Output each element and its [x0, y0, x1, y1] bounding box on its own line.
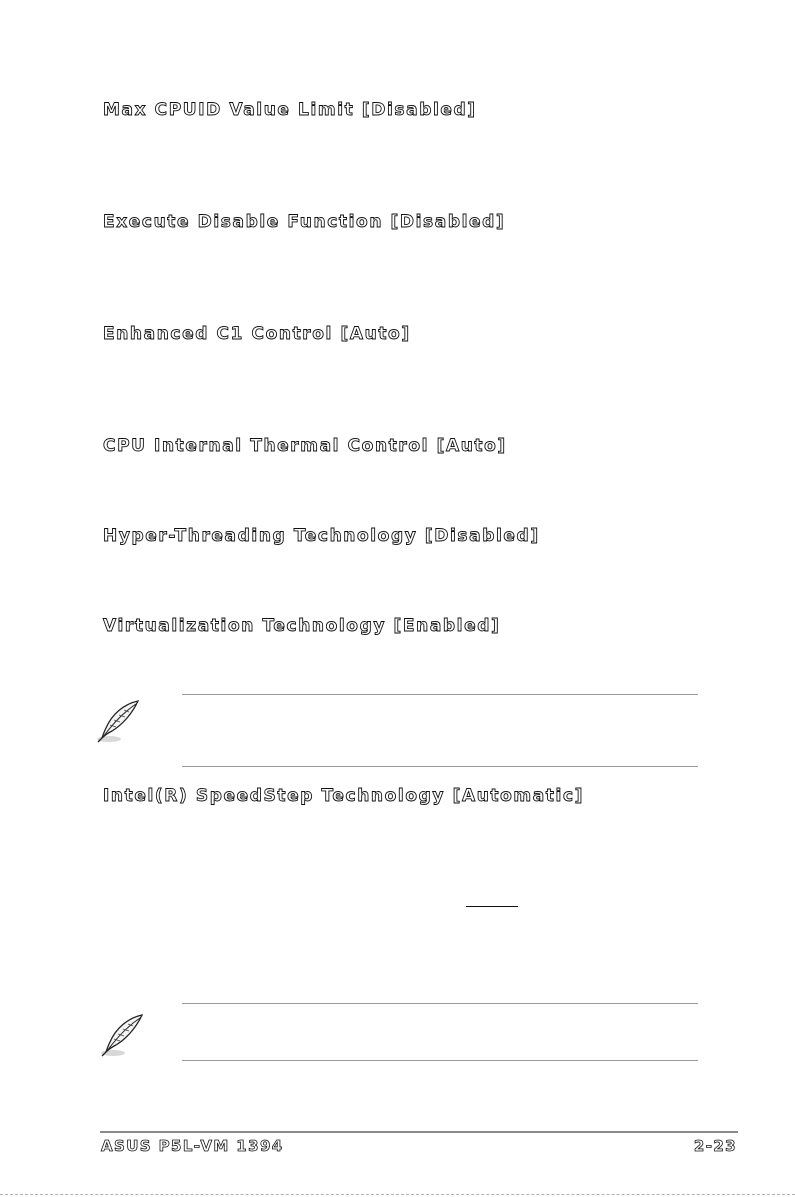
heading-hyper-threading-technology: Hyper-Threading Technology [Disabled] — [103, 526, 540, 546]
note-top-rule — [182, 1003, 698, 1004]
underline-mark — [466, 906, 518, 907]
note-quill-icon — [98, 1012, 146, 1058]
note-bottom-rule — [182, 1060, 698, 1061]
footer-page-number: 2-23 — [693, 1137, 737, 1155]
note-bottom-rule — [182, 766, 698, 767]
heading-cpu-internal-thermal-control: CPU Internal Thermal Control [Auto] — [103, 436, 507, 456]
heading-intel-speedstep-technology: Intel(R) SpeedStep Technology [Automatic] — [103, 786, 585, 806]
page-edge-dashes — [0, 1194, 795, 1195]
heading-execute-disable-function: Execute Disable Function [Disabled] — [103, 212, 506, 232]
heading-max-cpuid-value-limit: Max CPUID Value Limit [Disabled] — [103, 100, 477, 120]
footer-product-name: ASUS P5L-VM 1394 — [101, 1137, 284, 1155]
heading-virtualization-technology: Virtualization Technology [Enabled] — [103, 616, 501, 636]
heading-enhanced-c1-control: Enhanced C1 Control [Auto] — [103, 324, 411, 344]
note-top-rule — [182, 694, 698, 695]
note-quill-icon — [94, 698, 142, 744]
footer-rule — [100, 1131, 738, 1133]
